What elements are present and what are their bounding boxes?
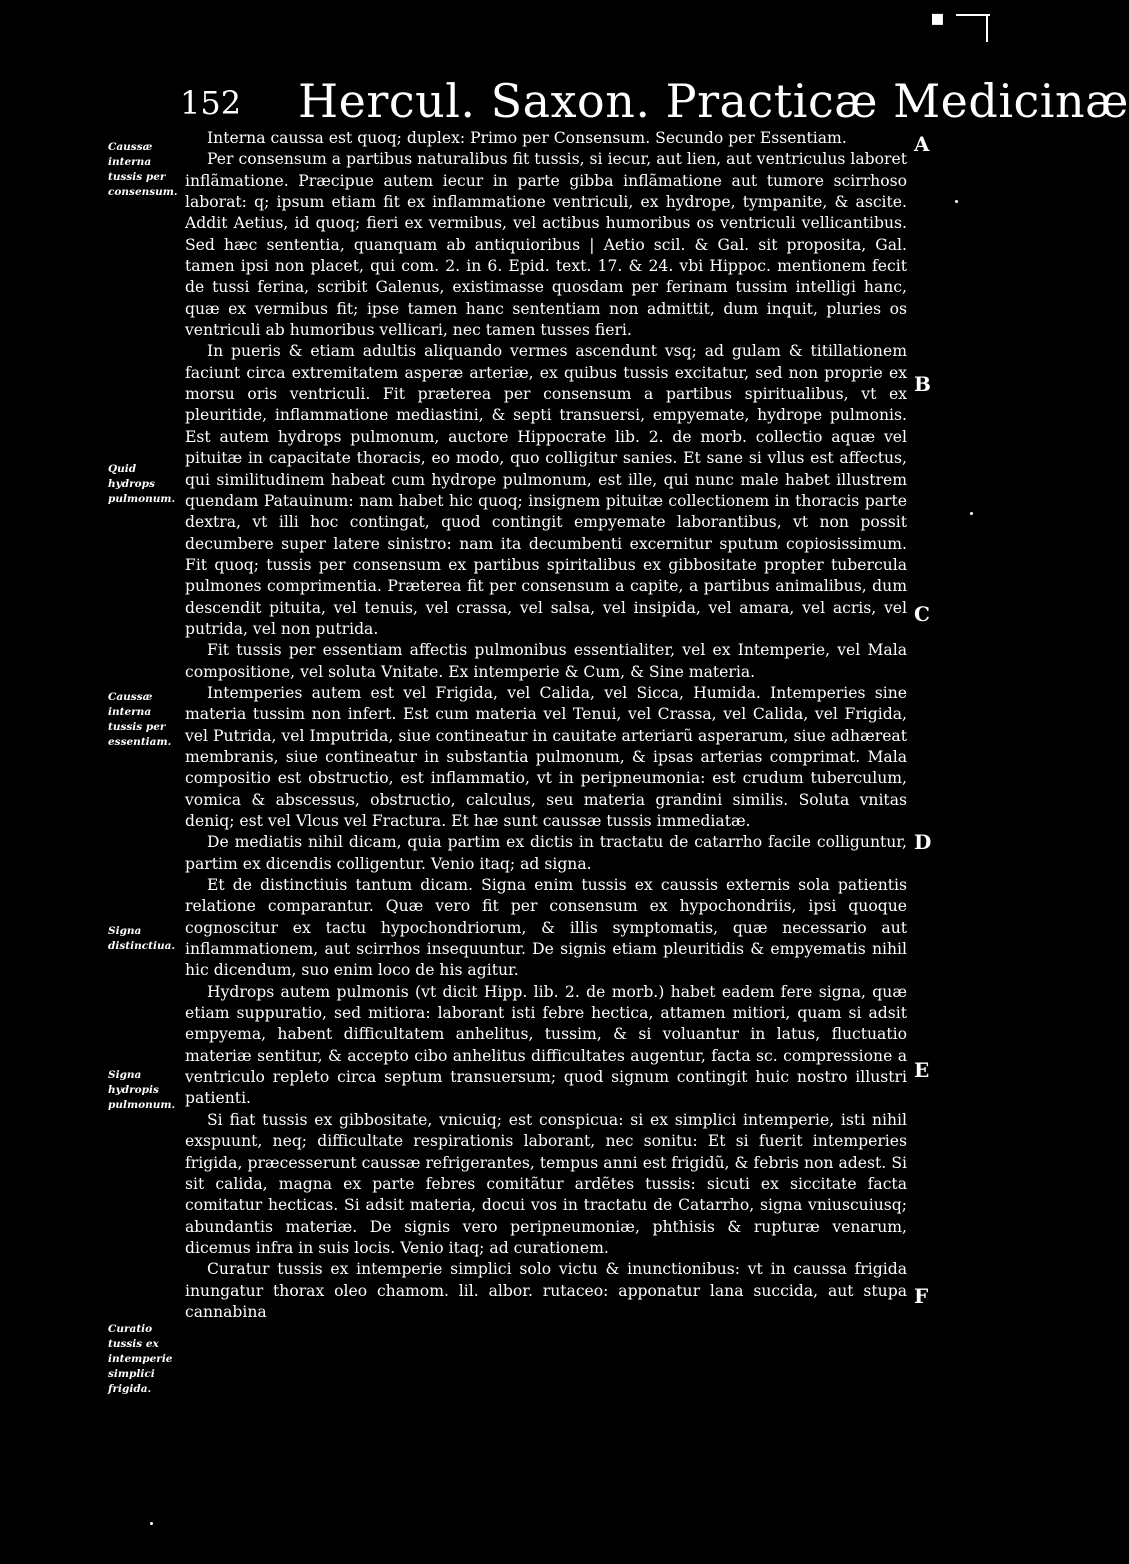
section-letter-c: C <box>914 602 930 626</box>
paragraph: Per consensum a partibus naturalibus fit tussis, si iecur, aut lien, aut ventriculus laboret inflãmatione. Præcipue autem iecur in parte gibba inflãmatione aut tumore scirrhoso laborat: q; ipsum etiam fit ex inflammatione ventriculi, ex hydrope, tympanite, & ascite. Addit Aetius, id quoq; fieri ex vermibus, vel actibus humoribus os ventriculi vellicantibus. Sed hæc sententia, quanquam ab antiquioribus | Aetio scil. & Gal. sit proposita, Gal. tamen ipsi non placet, qui com. 2. in 6. Epid. text. 17. & 24. vbi Hippoc. mentionem fecit de tussi ferina, scribit Galenus, existimasse quosdam per ferinam tussim intelligi hanc, quæ ex vermibus fit; ipse tamen hanc sententiam non admittit, dum inquit, pluries os ventriculi ab humoribus vellicari, nec tamen tusses fieri. <box>185 150 907 340</box>
margin-note-signa-distinctiua: Signa distinctiua. <box>108 925 176 952</box>
margin-note-hydrops: Quid hydrops pulmonum. <box>108 463 176 505</box>
paragraph: Fit tussis per essentiam affectis pulmonibus essentialiter, vel ex Intemperie, vel Mala compositione, vel soluta Vnitate. Ex intemperie & Cum, & Sine materia. <box>185 641 907 681</box>
running-title: Hercul. Saxon. Practicæ Medicinæ <box>298 74 1129 128</box>
ink-speck <box>970 512 973 515</box>
corner-rule <box>956 14 990 16</box>
main-text-column <box>185 128 907 1323</box>
section-letter-f: F <box>914 1284 929 1308</box>
paragraph: Et de distinctiuis tantum dicam. Signa enim tussis ex caussis externis sola patientis relatione comparantur. Quæ vero fit per consensum ex hypochondriis, ipsi quoque cognoscitur ex tactu hypochondriorum, & illis symptomatis, quæ necessario aut inflammationem, aut scirrhos insequuntur. De signis etiam pleuritidis & empyematis nihil hic dicendum, suo enim loco de his agitur. <box>185 876 907 980</box>
section-letter-b: B <box>914 372 931 396</box>
paragraph: In pueris & etiam adultis aliquando vermes ascendunt vsq; ad gulam & titillationem faciunt circa extremitatem asperæ arteriæ, ex quibus tussis excitatur, sed non proprie ex morsu oris ventriculi. Fit præterea per consensum a partibus spiritualibus, vt ex pleuritide, inflammatione mediastini, & septi transuersi, empyemate, hydrope pulmonis. Est autem hydrops pulmonum, auctore Hippocrate lib. 2. de morb. collectio aquæ vel pituitæ in capacitate thoracis, eo modo, quo colligitur sanies. Et sane si vllus est affectus, qui similitudinem habeat cum hydrope pulmonum, est ille, qui nunc male habet illustrem quendam Patauinum: nam habet hic quoq; insignem pituitæ collectionem in thoracis parte dextra, vt illi hoc contingat, quod contingit empyemate laborantibus, vt non possit decumbere super latere sinistro: nam ita decumbenti excernitur sputum copiosissimum. Fit quoq; tussis per consensum ex partibus spiritalibus ex gibbositate propter tubercula pulmones comprimentia. Præterea fit per consensum a capite, a partibus animalibus, dum descendit pituita, vel tenuis, vel crassa, vel salsa, vel insipida, vel amara, vel acris, vel putrida, vel non putrida. <box>185 342 907 638</box>
paragraph: Hydrops autem pulmonis (vt dicit Hipp. lib. 2. de morb.) habet eadem fere signa, quæ etiam suppuratio, sed mitiora: laborant isti febre hectica, attamen mitiori, quam si adsit empyema, habent difficultatem anhelitus, tussim, & si voluantur in latus, fluctuatio materiæ sentitur, & accepto cibo anhelitus difficultates augentur, facta sc. compressione a ventriculo repleto circa septum transuersum; quod signum contingit huic nostro illustri patienti. <box>185 982 907 1108</box>
margin-note-curatio: Curatio tussis ex intemperie simplici frigida. <box>108 1323 173 1395</box>
paragraph: De mediatis nihil dicam, quia partim ex dictis in tractatu de catarrho facile colliguntur, partim ex dicendis colligentur. Venio itaq; ad signa. <box>185 833 907 873</box>
section-letter-d: D <box>914 830 932 854</box>
page-header <box>180 74 1129 130</box>
section-letter-a: A <box>914 132 930 156</box>
section-letter-e: E <box>914 1058 930 1082</box>
paragraph: Intemperies autem est vel Frigida, vel Calida, vel Sicca, Humida. Intemperies sine materia tussim non infert. Est cum materia vel Tenui, vel Crassa, vel Calida, vel Frigida, vel Putrida, vel Imputrida, siue contineatur in cauitate arteriarũ asperarum, siue adhæreat membranis, siue contineatur in substantia pulmonum, & ipsas arterias comprimat. Mala compositio est obstructio, est inflammatio, vt in peripneumonia: est crudum tuberculum, vomica & abscessus, obstructio, calculus, seu materia grandini similis. Soluta vnitas deniq; est vel Vlcus vel Fractura. Et hæ sunt caussæ tussis immediatæ. <box>185 683 907 830</box>
ink-speck <box>955 200 958 203</box>
corner-rule-drop <box>986 14 988 42</box>
corner-ink-mark-icon: ▪ <box>930 6 945 31</box>
ink-speck <box>150 1522 153 1525</box>
paragraph: Curatur tussis ex intemperie simplici solo victu & inunctionibus: vt in caussa frigida inungatur thorax oleo chamom. lil. albor. rutaceo: apponatur lana succida, aut stupa cannabina <box>185 1260 907 1321</box>
margin-note-causes-essence: Caussæ interna tussis per essentiam. <box>108 691 172 748</box>
paragraph: Si fiat tussis ex gibbositate, vnicuiq; est conspicua: si ex simplici intemperie, isti nihil exspuunt, neq; difficultate respirationis laborant, nec sonitu: Et si fuerit intemperies frigida, præcesserunt caussæ refrigerantes, tempus anni est frigidũ, & febris non adest. Si sit calida, magna ex parte febres comitãtur ardẽtes tussis: sicuti ex siccitate facta comitatur hecticas. Si adsit materia, docui vos in tractatu de Catarrho, signa vniuscuiusq; abundantis materiæ. De signis vero peripneumoniæ, phthisis & rupturæ venarum, dicemus infra in suis locis. Venio itaq; ad curationem. <box>185 1110 907 1257</box>
margin-note-causes-consensus: Caussæ interna tussis per consensum. <box>108 141 178 198</box>
page-number: 152 <box>180 84 242 122</box>
margin-note-signa-hydropis: Signa hydropis pulmonum. <box>108 1069 176 1111</box>
paragraph: Interna caussa est quoq; duplex: Primo per Consensum. Secundo per Essentiam. <box>207 129 847 147</box>
